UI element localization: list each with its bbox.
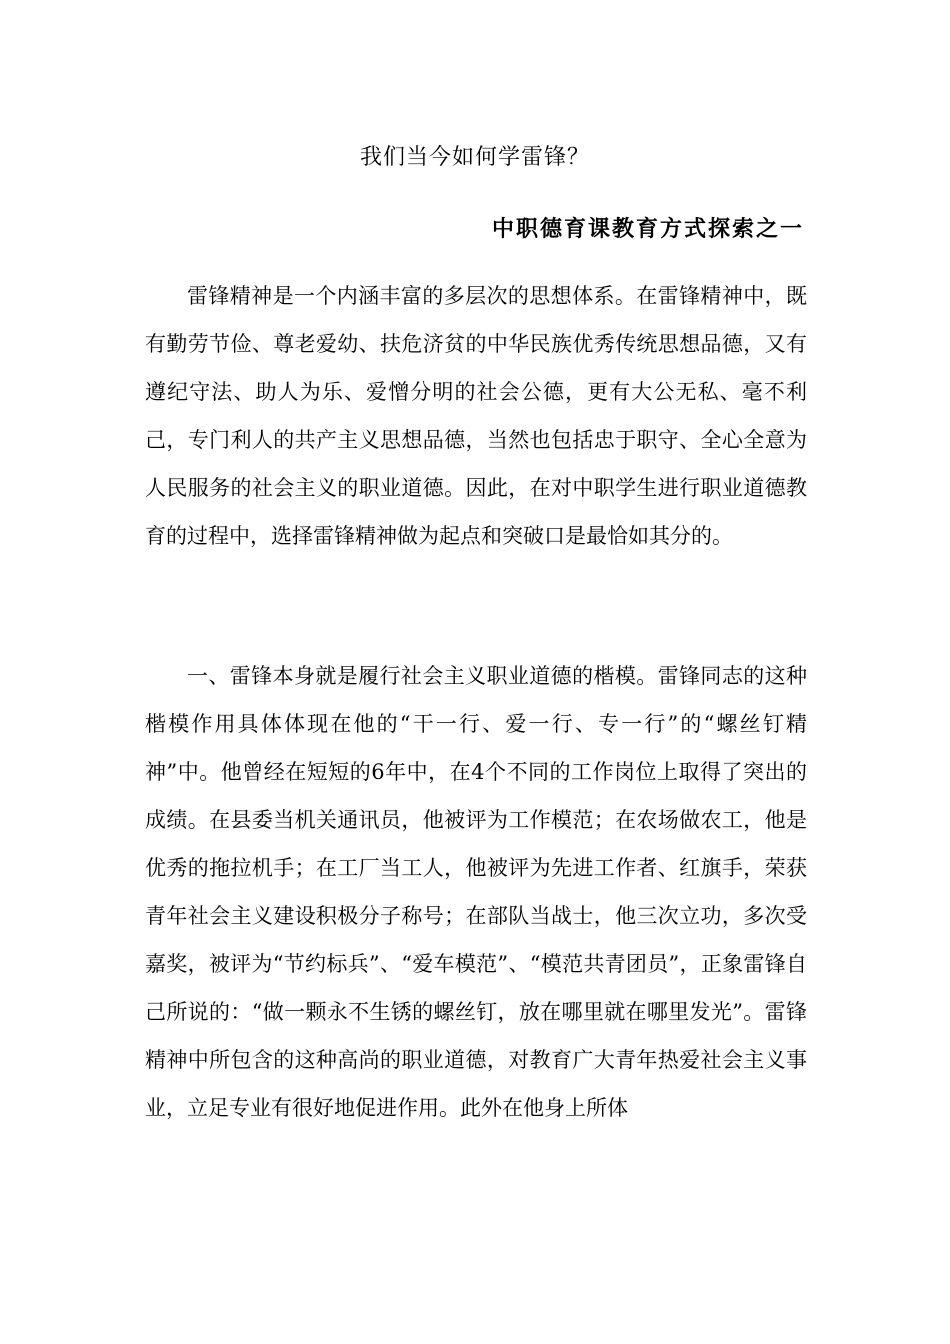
paragraph: 一、雷锋本身就是履行社会主义职业道德的楷模。雷锋同志的这种楷模作用具体体现在他的“干一行、爱一行、专一行”的“螺丝钉精神”中。他曾经在短短的6年中，在4个不同的工作岗位上取得了突出的成绩。在县委当机关通讯员，他被评为工作模范；在农场做农工，他是优秀的拖拉机手；在工厂当工人，他被评为先进工作者、红旗手，荣获青年社会主义建设积极分子称号；在部队当战士，他三次立功，多次受嘉奖，被评为“节约标兵”、“爱车模范”、“模范共青团员”，正象雷锋自己所说的：“做一颗永不生锈的螺丝钉，放在哪里就在哪里发光”。雷锋精神中所包含的这种高尚的职业道德，对教育广大青年热爱社会主义事业，立足专业有很好地促进作用。此外在他身上所体 [145, 664, 807, 1120]
paragraph: 雷锋精神是一个内涵丰富的多层次的思想体系。在雷锋精神中，既有勤劳节俭、尊老爱幼、扶危济贫的中华民族优秀传统思想品德，又有遵纪守法、助人为乐、爱憎分明的社会公德，更有大公无私、毫不利己，专门利人的共产主义思想品德，当然也包括忠于职守、全心全意为人民服务的社会主义的职业道德。因此，在对中职学生进行职业道德教育的过程中，选择雷锋精神做为起点和突破口是最恰如其分的。 [145, 284, 807, 548]
page-title: 我们当今如何学雷锋？ [359, 145, 590, 170]
page-subtitle: 中职德育课教育方式探索之一 [491, 217, 804, 242]
